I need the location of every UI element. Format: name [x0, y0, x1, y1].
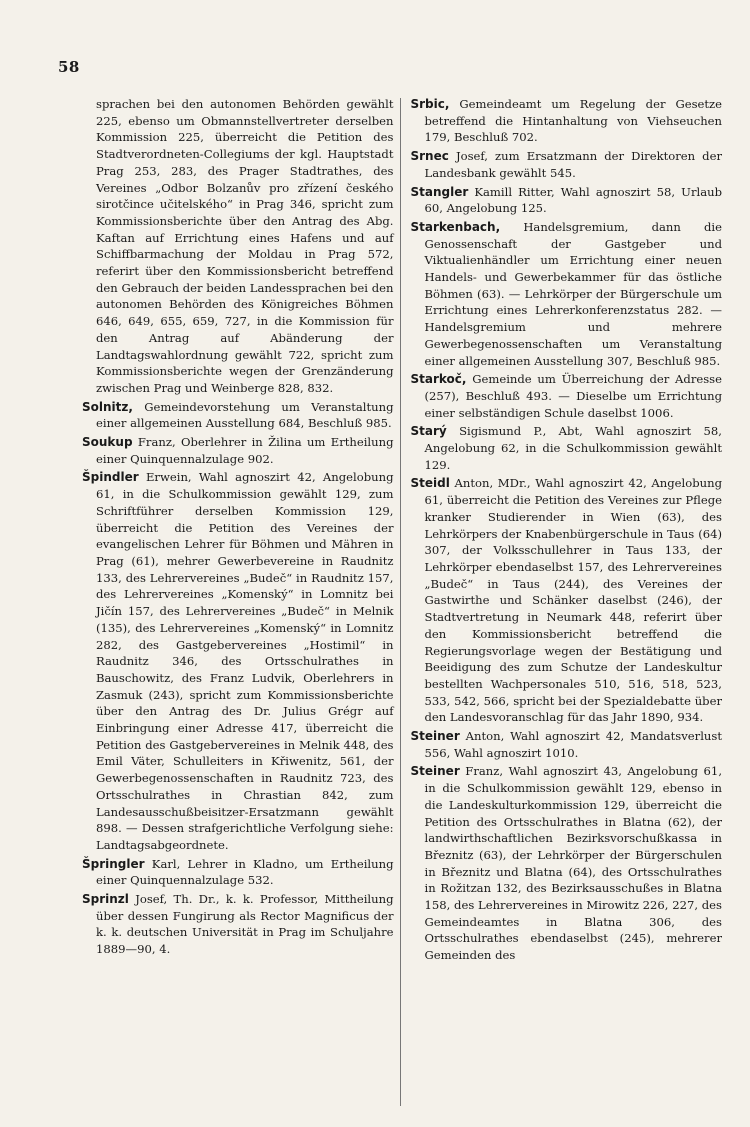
column-divider — [400, 98, 401, 1106]
entry-heading: Srbic, — [410, 97, 450, 111]
two-column-body — [82, 96, 722, 1106]
index-entry: Stangler Kamill Ritter, Wahl agnoszirt 58, Urlaub 60, Angelobung 125. — [410, 184, 722, 216]
page-number: 58 — [58, 58, 80, 76]
index-entry: Starkenbach, Handelsgremium, dann die Genossenschaft der Gastgeber und Viktualienhändler um Errichtung einer neuen Handels- und Gewerbekammer für das östliche Böhmen (63). — Lehrkörper der Bürgerschule um Errichtung eines Lehrerkonferenzstatus 282. — Handelsgremium und mehrere Gewerbegenossenschaften um Veranstaltung einer allgemeinen Ausstellung 307, Beschluß 985. — [410, 219, 722, 368]
entry-heading: Špindler — [82, 470, 139, 485]
left-column — [82, 96, 400, 1106]
index-entry: Špindler Erwein, Wahl agnoszirt 42, Angelobung 61, in die Schulkommission gewählt 129, zum Schriftführer derselben Kommission 129, überreicht die Petition des Vereines der evangelischen Lehrer für Böhmen und Mähren in Prag (61), mehrer Gewerbevereine in Raudnitz 133, des Lehrervereines „Budeč“ in Raudnitz 157, des Lehrervereines „Komenský“ in Lomnitz bei Jičín 157, des Lehrervereines „Budeč“ in Melnik (135), des Lehrervereines „Komenský“ in Lomnitz 282, des Gastgebervereines „Hostimil“ in Raudnitz 346, des Ortsschulrathes in Bauschowitz, des Franz Ludvik, Oberlehrers in Zasmuk (243), spricht zum Kommissionsberichte über den Antrag des Dr. Julius Grégr auf Einbringung einer Adresse 417, überreicht die Petition des Gastgebervereines in Melnik 448, des Emil Väter, Schulleiters in Křiwenitz, 561, der Gewerbegenossenschaften in Raudnitz 723, des Ortsschulrathes in Chrastian 842, zum Landesausschußbeisitzer-Ersatzmann gewählt 898. — Dessen strafgerichtliche Verfolgung siehe: Landtagsabgeordnete. — [82, 470, 394, 852]
index-entry: Starý Sigismund P., Abt, Wahl agnoszirt 58, Angelobung 62, in die Schulkommission gewählt 129. — [410, 424, 722, 472]
index-entry: Sprinzl Josef, Th. Dr., k. k. Professor, Mittheilung über dessen Fungirung als Rector Magnificus der k. k. deutschen Universität in Prag im Schuljahre 1889—90, 4. — [82, 892, 394, 957]
index-entry: Srbic, Gemeindeamt um Regelung der Gesetze betreffend die Hintanhaltung von Viehseuchen 179, Beschluß 702. — [410, 97, 722, 145]
entry-heading: Solnitz, — [82, 399, 133, 414]
index-entry: Srnec Josef, zum Ersatzmann der Direktoren der Landesbank gewählt 545. — [410, 149, 722, 180]
index-entry: Solnitz, Gemeindevorstehung um Veranstaltung einer allgemeinen Ausstellung 684, Beschluß 985. — [82, 399, 394, 431]
entry-heading: Starkoč, — [410, 372, 467, 387]
index-entry: Steiner Franz, Wahl agnoszirt 43, Angelobung 61, in die Schulkommission gewählt 129, ebenso in die Landeskulturkommission 129, überreicht die Petition des Ortsschulrathes in Blatna (62), der landwirthschaftlichen Bezirksvorschußkassa in Březnitz (63), der Lehrkörper der Bürgerschulen in Březnitz und Blatna (64), des Ortsschulrathes in Rožitzan 132, des Bezirksausschußes in Blatna 158, des Lehrervereines in Mirowitz 226, 227, des Gemeindeamtes in Blatna 306, des Ortsschulrathes ebendaselbst (245), mehrerer Gemeinden des — [410, 764, 722, 963]
entry-heading: Steidl — [410, 476, 450, 491]
index-entry: Špringler Karl, Lehrer in Kladno, um Ertheilung einer Quinquennalzulage 532. — [82, 856, 394, 888]
index-entry: Soukup Franz, Oberlehrer in Žilina um Ertheilung einer Quinquennalzulage 902. — [82, 435, 394, 466]
index-entry: Starkoč, Gemeinde um Überreichung der Adresse (257), Beschluß 493. — Dieselbe um Errichtung einer selbständigen Schule daselbst 1006. — [410, 372, 722, 420]
index-entry: Steiner Anton, Wahl agnoszirt 42, Mandatsverlust 556, Wahl agnoszirt 1010. — [410, 729, 722, 760]
index-entry: sprachen bei den autonomen Behörden gewählt 225, ebenso um Obmannstellvertreter derselben Kommission 225, überreicht die Petition des Stadtverordneten-Collegiums der kgl. Hauptstadt Prag 253, 283, des Prager Stadtrathes, des Vereines „Odbor Bolzanův pro zřízení českého sirotčince učitelského“ in Prag 346, spricht zum Kommissionsberichte über den Antrag des Abg. Kaftan auf Errichtung eines Hafens und auf Schiffbarmachung der Moldau in Prag 572, referirt über den Kommissionsbericht betreffend den Gebrauch der beiden Landessprachen bei den autonomen Behörden des Königreiches Böhmen 646, 649, 655, 659, 727, in die Kommission für den Antrag auf Abänderung der Landtagswahlordnung gewählt 722, spricht zum Kommissionsberichte wegen der Grenzänderung zwischen Prag und Weinberge 828, 832. — [96, 97, 394, 395]
entry-heading: Stangler — [410, 184, 469, 199]
entry-heading: Starkenbach, — [410, 219, 501, 234]
entry-heading: Srnec — [410, 149, 449, 164]
entry-heading: Starý — [410, 424, 447, 439]
entry-heading: Soukup — [82, 435, 133, 450]
right-column — [407, 96, 723, 1106]
entry-heading: Špringler — [82, 856, 145, 871]
entry-heading: Sprinzl — [82, 892, 129, 907]
entry-heading: Steiner — [410, 764, 460, 779]
entry-heading: Steiner — [410, 729, 460, 744]
index-entry: Steidl Anton, MDr., Wahl agnoszirt 42, Angelobung 61, überreicht die Petition des Vereines zur Pflege kranker Studierender in Wien (63), des Lehrkörpers der Knabenbürgerschule in Taus (64) 307, der Volksschullehrer in Taus 133, der Lehrkörper ebendaselbst 157, des Lehrervereines „Budeč“ in Taus (244), des Vereines der Gastwirthe und Schänker daselbst (246), der Stadtvertretung in Neumark 448, referirt über den Kommissionsbericht betreffend die Regierungsvorlage wegen der Bestätigung und Beeidigung des zum Schutze der Landeskultur bestellten Wachpersonales 510, 516, 518, 523, 533, 542, 566, spricht bei der Spezialdebatte über den Landesvoranschlag für das Jahr 1890, 934. — [410, 476, 722, 725]
